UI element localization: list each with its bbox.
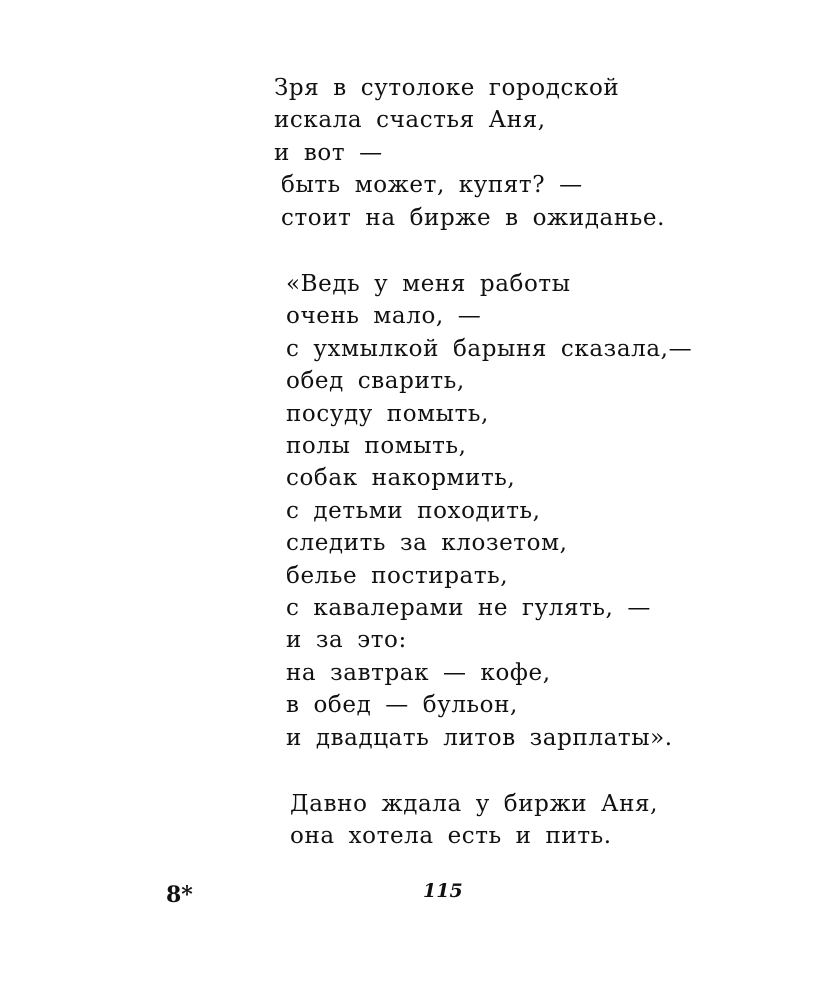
poem-line: и вот — xyxy=(274,139,383,166)
poem-line: полы помыть, xyxy=(286,433,467,460)
stanza-3 xyxy=(290,788,658,853)
poem-line: и за это: xyxy=(286,627,407,654)
poem-line: следить за клозетом, xyxy=(286,530,568,557)
poem-line: искала счастья Аня, xyxy=(274,107,546,134)
stanza-1 xyxy=(274,72,665,234)
poem-line: очень мало, — xyxy=(286,303,482,330)
poem-line: посуду помыть, xyxy=(286,400,489,427)
page-number: 115 xyxy=(423,880,463,902)
poem-line: она хотела есть и пить. xyxy=(290,823,612,850)
poem-line: стоит на бирже в ожиданье. xyxy=(281,204,665,231)
poem-line: с кавалерами не гулять, — xyxy=(286,595,651,622)
poem-line: в обед — бульон, xyxy=(286,692,518,719)
signature-mark: 8* xyxy=(166,882,193,908)
poem-line: «Ведь у меня работы xyxy=(286,271,571,297)
poem-line: собак накормить, xyxy=(286,465,516,492)
poem-line: обед сварить, xyxy=(286,368,465,395)
stanza-2 xyxy=(286,268,692,754)
poem-line: и двадцать литов зарплаты». xyxy=(286,724,673,751)
poem-line: белье постирать, xyxy=(286,562,509,589)
poem-line: с детьми походить, xyxy=(286,497,541,524)
poem-line: на завтрак — кофе, xyxy=(286,659,551,686)
poem-line: с ухмылкой барыня сказала,— xyxy=(286,335,693,362)
poem-line: Зря в сутолоке городской xyxy=(274,75,620,101)
poem-line: Давно ждала у биржи Аня, xyxy=(290,791,659,817)
poem-line: быть может, купят? — xyxy=(281,172,583,199)
